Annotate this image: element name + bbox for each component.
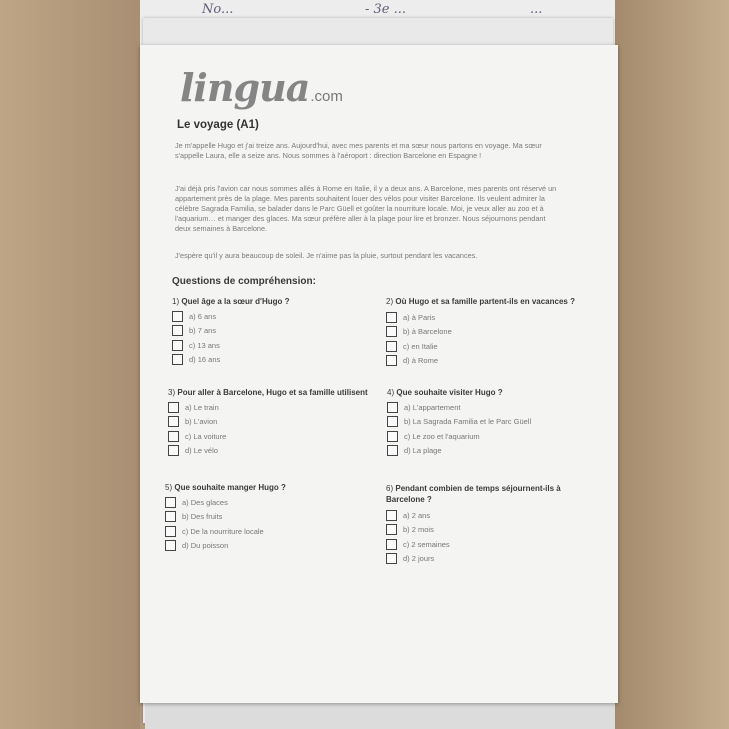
option-label: b) La Sagrada Familia et le Parc Güell xyxy=(404,417,532,427)
worksheet-page xyxy=(140,45,618,703)
story-paragraph-1: Je m'appelle Hugo et j'ai treize ans. Aujourd'hui, avec mes parents et ma sœur nous partons en voyage. Ma sœur s'appelle Laura, elle a seize ans. Nous sommes à l'aéroport : direction Barcelone en Espagne ! xyxy=(175,141,542,160)
checkbox[interactable] xyxy=(172,311,183,322)
checkbox[interactable] xyxy=(165,540,176,551)
question-5 xyxy=(165,482,365,553)
answer-option[interactable] xyxy=(168,444,368,459)
logo-wordmark: lingua xyxy=(180,65,310,110)
question-number: 2) xyxy=(386,297,394,306)
checkbox[interactable] xyxy=(386,510,397,521)
answer-option[interactable] xyxy=(168,429,368,444)
checkbox[interactable] xyxy=(168,416,179,427)
option-label: c) 2 semaines xyxy=(403,539,450,549)
question-text xyxy=(386,483,586,505)
question-label: Pendant combien de temps séjournent-ils à Barcelone ? xyxy=(386,484,561,504)
checkbox[interactable] xyxy=(168,445,179,456)
option-label: a) Des glaces xyxy=(182,497,228,507)
checkbox[interactable] xyxy=(386,553,397,564)
questions-heading: Questions de compréhension: xyxy=(172,276,316,287)
lingua-logo xyxy=(180,65,343,110)
option-label: a) 2 ans xyxy=(403,510,431,520)
handwritten-note: ... xyxy=(530,2,543,17)
checkbox[interactable] xyxy=(386,341,397,352)
story-paragraph-2: J'ai déjà pris l'avion car nous sommes allés à Rome en Italie, il y a deux ans. A Barcelone, mes parents ont réservé un appartement près de la plage. Mes parents souhaitent louer des vélos pour visiter Barcelone. Ils veulent admirer la célèbre Sagrada Familia, se balader dans le Parc Güell et goûter la nourriture locale. Moi, je veux aller au zoo et à l'aquarium… et manger des glaces. Ma sœur préfère aller à la plage pour lire et bronzer. Nous séjournons pendant deux semaines à Barcelone. xyxy=(175,184,557,233)
option-label: a) Le train xyxy=(185,402,219,412)
question-label: Pour aller à Barcelone, Hugo et sa famille utilisent xyxy=(177,388,368,397)
checkbox[interactable] xyxy=(386,355,397,366)
question-4 xyxy=(387,387,587,458)
handwritten-note: - 3e ... xyxy=(365,2,407,17)
logo-domain: .com xyxy=(310,88,343,105)
option-label: b) 7 ans xyxy=(189,326,217,336)
answer-option[interactable] xyxy=(386,354,586,369)
checkbox[interactable] xyxy=(386,539,397,550)
checkbox[interactable] xyxy=(387,445,398,456)
table-surface-right xyxy=(614,0,729,729)
answer-option[interactable] xyxy=(386,537,586,552)
option-label: d) Du poisson xyxy=(182,541,229,551)
answer-option[interactable] xyxy=(172,338,372,353)
answer-option[interactable] xyxy=(172,324,372,339)
page-title: Le voyage (A1) xyxy=(177,119,259,131)
table-surface-left xyxy=(0,0,140,729)
question-number: 5) xyxy=(165,483,173,492)
question-text xyxy=(168,387,368,398)
question-number: 3) xyxy=(168,388,176,397)
checkbox[interactable] xyxy=(168,402,179,413)
question-text xyxy=(165,482,365,493)
answer-option[interactable] xyxy=(387,429,587,444)
checkbox[interactable] xyxy=(168,431,179,442)
answer-option[interactable] xyxy=(172,309,372,324)
handwritten-note: No... xyxy=(202,2,234,17)
option-label: c) en Italie xyxy=(403,341,438,351)
option-label: a) 6 ans xyxy=(189,311,217,321)
question-6 xyxy=(386,483,586,566)
answer-option[interactable] xyxy=(165,510,365,525)
checkbox[interactable] xyxy=(165,497,176,508)
question-number: 6) xyxy=(386,484,394,493)
question-label: Quel âge a la sœur d'Hugo ? xyxy=(181,297,290,306)
checkbox[interactable] xyxy=(387,416,398,427)
answer-option[interactable] xyxy=(386,325,586,340)
checkbox[interactable] xyxy=(387,431,398,442)
question-text xyxy=(386,296,586,307)
option-label: d) Le vélo xyxy=(185,446,218,456)
checkbox[interactable] xyxy=(386,326,397,337)
answer-option[interactable] xyxy=(387,444,587,459)
option-label: d) 2 jours xyxy=(403,554,435,564)
answer-option[interactable] xyxy=(168,400,368,415)
answer-option[interactable] xyxy=(165,495,365,510)
question-label: Que souhaite visiter Hugo ? xyxy=(396,388,503,397)
answer-option[interactable] xyxy=(165,539,365,554)
option-label: d) à Rome xyxy=(403,356,439,366)
checkbox[interactable] xyxy=(172,354,183,365)
story-paragraph-3: J'espère qu'il y aura beaucoup de soleil. Je n'aime pas la pluie, surtout pendant les vacances. xyxy=(175,251,478,260)
question-label: Où Hugo et sa famille partent-ils en vacances ? xyxy=(395,297,575,306)
answer-option[interactable] xyxy=(168,415,368,430)
option-label: b) L'avion xyxy=(185,417,218,427)
question-text xyxy=(172,296,372,307)
checkbox[interactable] xyxy=(386,312,397,323)
answer-option[interactable] xyxy=(165,524,365,539)
option-label: b) à Barcelone xyxy=(403,327,452,337)
question-number: 1) xyxy=(172,297,180,306)
question-1 xyxy=(172,296,372,367)
answer-option[interactable] xyxy=(386,508,586,523)
option-label: c) La voiture xyxy=(185,431,227,441)
question-number: 4) xyxy=(387,388,395,397)
option-label: c) 13 ans xyxy=(189,340,220,350)
answer-option[interactable] xyxy=(386,310,586,325)
answer-option[interactable] xyxy=(386,552,586,567)
option-label: b) 2 mois xyxy=(403,525,434,535)
answer-option[interactable] xyxy=(386,339,586,354)
option-label: d) La plage xyxy=(404,446,442,456)
checkbox[interactable] xyxy=(165,526,176,537)
checkbox[interactable] xyxy=(172,340,183,351)
answer-option[interactable] xyxy=(386,523,586,538)
option-label: c) Le zoo et l'aquarium xyxy=(404,431,480,441)
question-label: Que souhaite manger Hugo ? xyxy=(174,483,286,492)
bottom-sheet-edge xyxy=(145,700,615,729)
checkbox[interactable] xyxy=(172,325,183,336)
answer-option[interactable] xyxy=(387,400,587,415)
question-2 xyxy=(386,296,586,368)
checkbox[interactable] xyxy=(386,524,397,535)
answer-option[interactable] xyxy=(387,415,587,430)
option-label: d) 16 ans xyxy=(189,355,221,365)
question-text xyxy=(387,387,587,398)
answer-option[interactable] xyxy=(172,353,372,368)
question-3 xyxy=(168,387,368,458)
checkbox[interactable] xyxy=(165,511,176,522)
option-label: a) L'appartement xyxy=(404,402,461,412)
option-label: c) De la nourriture locale xyxy=(182,526,264,536)
checkbox[interactable] xyxy=(387,402,398,413)
option-label: b) Des fruits xyxy=(182,512,223,522)
option-label: a) à Paris xyxy=(403,312,436,322)
